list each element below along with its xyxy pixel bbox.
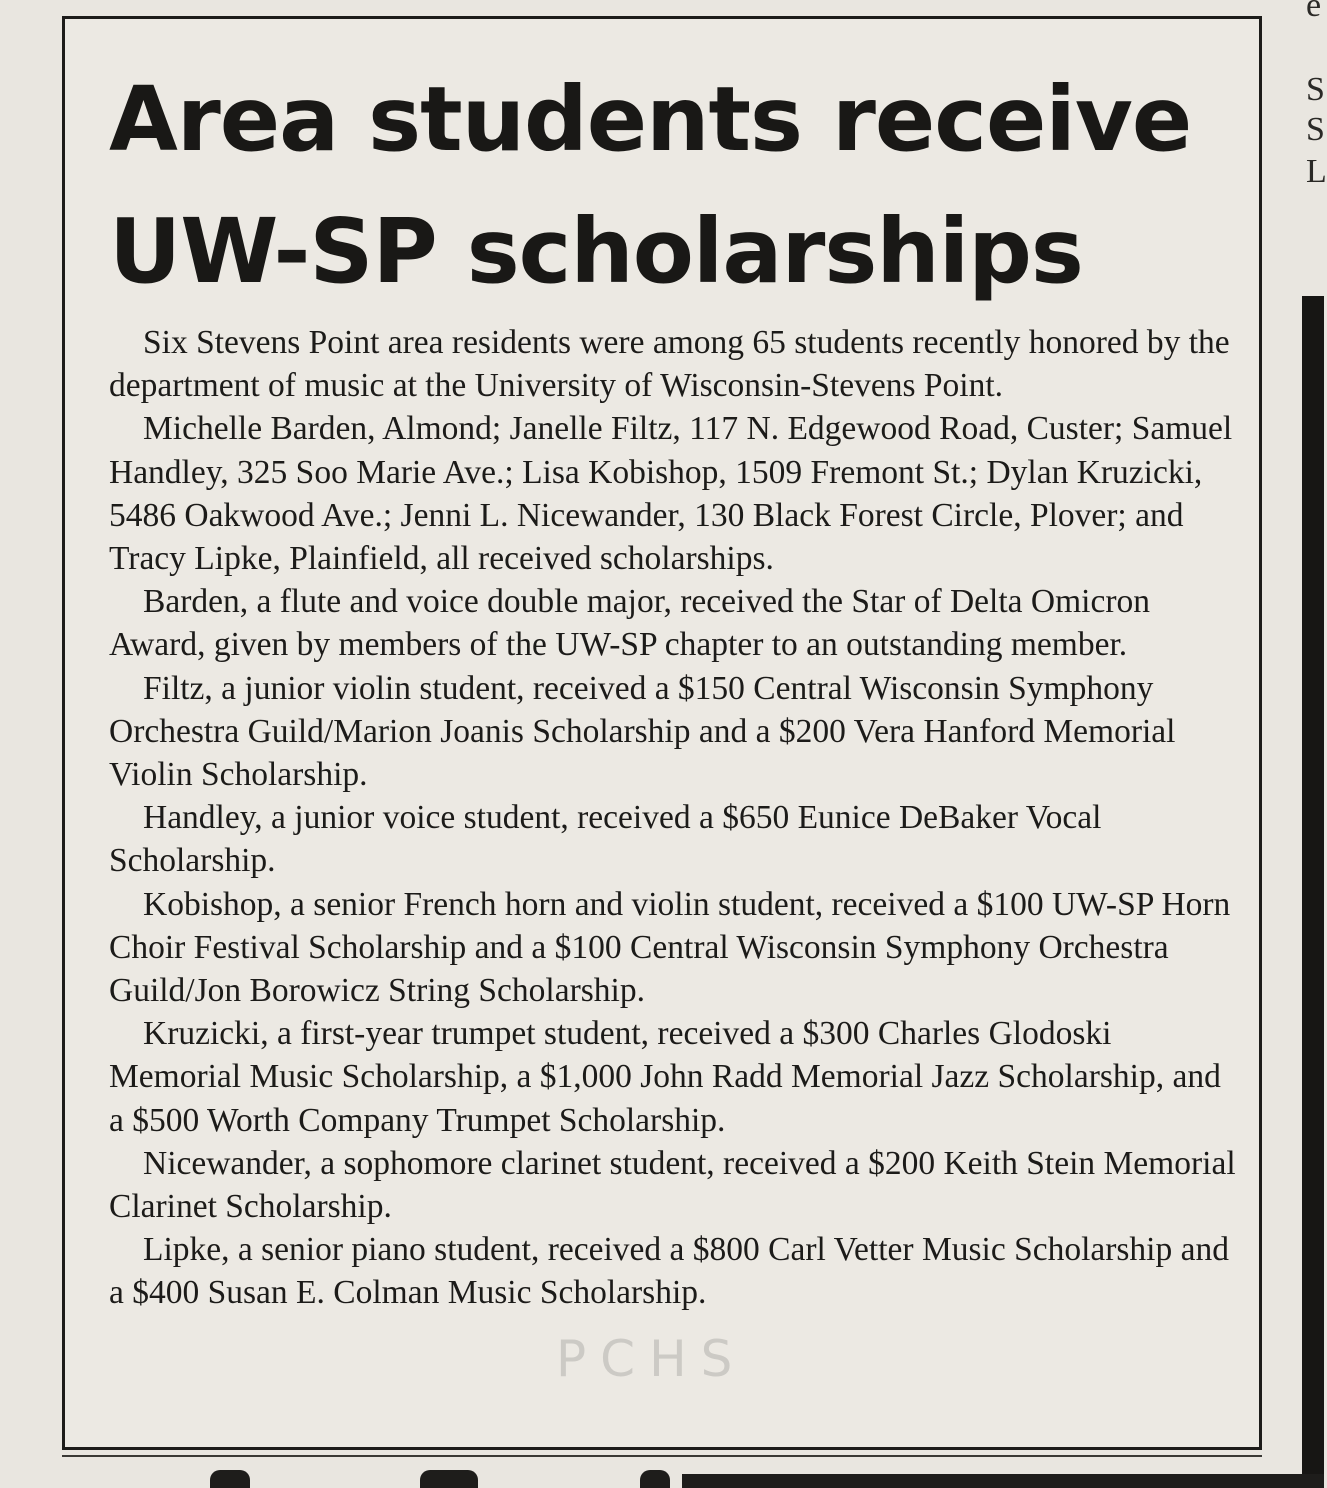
article-paragraph: Six Stevens Point area residents were among 65 students recently honored by the department of music at the University of Wisconsin-Stevens Point.: [109, 324, 1230, 405]
article-clipping: [62, 16, 1262, 1450]
adjacent-column-letter: e: [1306, 0, 1322, 24]
article-paragraph: Kruzicki, a first-year trumpet student, received a $300 Charles Glodoski Memorial Music Scholarship, a $1,000 John Radd Memorial Jazz Scholarship, and a $500 Worth Company Trumpet Scholarship.: [109, 1015, 1221, 1139]
article-paragraph: Barden, a flute and voice double major, received the Star of Delta Omicron Award, given by members of the UW-SP chapter to an outstanding member.: [109, 583, 1150, 664]
article-paragraph: Lipke, a senior piano student, received a $800 Carl Vetter Music Scholarship and a $400 Susan E. Colman Music Scholarship.: [109, 1231, 1229, 1312]
article-body: [109, 321, 1243, 1315]
adjacent-column-black-bar: [1302, 296, 1324, 1488]
page-rule: [62, 1455, 1262, 1457]
article-paragraph: Filtz, a junior violin student, received a $150 Central Wisconsin Symphony Orchestra Guild/Marion Joanis Scholarship and a $200 Vera Hanford Memorial Violin Scholarship.: [109, 669, 1176, 794]
article-headline: [109, 53, 1209, 317]
adjacent-column-letter: L: [1306, 153, 1327, 190]
next-article-fragment: [640, 1470, 670, 1488]
article-paragraph: Michelle Barden, Almond; Janelle Filtz, 117 N. Edgewood Road, Custer; Samuel Handley, 325 Soo Marie Ave.; Lisa Kobishop, 1509 Fremont St.; Dylan Kruzicki, 5486 Oakwood Ave.; Jenni L. Nicewander, 130 Black Forest Circle, Plover; and Tracy Lipke, Plainfield, all received scholarships.: [109, 410, 1233, 578]
headline-line-1: Area students receive: [109, 67, 1192, 171]
article-paragraph: Kobishop, a senior French horn and violin student, received a $100 UW-SP Horn Choir Festival Scholarship and a $100 Central Wisconsin Symphony Orchestra Guild/Jon Borowicz String Scholarship.: [109, 885, 1231, 1010]
adjacent-column-edge: [0, 0, 62, 1488]
next-article-fragment: [210, 1470, 250, 1488]
next-article-fragment: [420, 1470, 478, 1488]
archive-watermark: PCHS: [556, 1330, 747, 1388]
article-paragraph: Handley, a junior voice student, received a $650 Eunice DeBaker Vocal Scholarship.: [109, 799, 1102, 880]
next-article-rule: [682, 1474, 1324, 1488]
headline-line-2: UW-SP scholarships: [109, 199, 1083, 303]
adjacent-column-letter: S: [1306, 111, 1325, 148]
adjacent-column-letter: S: [1306, 71, 1325, 108]
article-paragraph: Nicewander, a sophomore clarinet student, received a $200 Keith Stein Memorial Clarinet Scholarship.: [109, 1144, 1236, 1226]
